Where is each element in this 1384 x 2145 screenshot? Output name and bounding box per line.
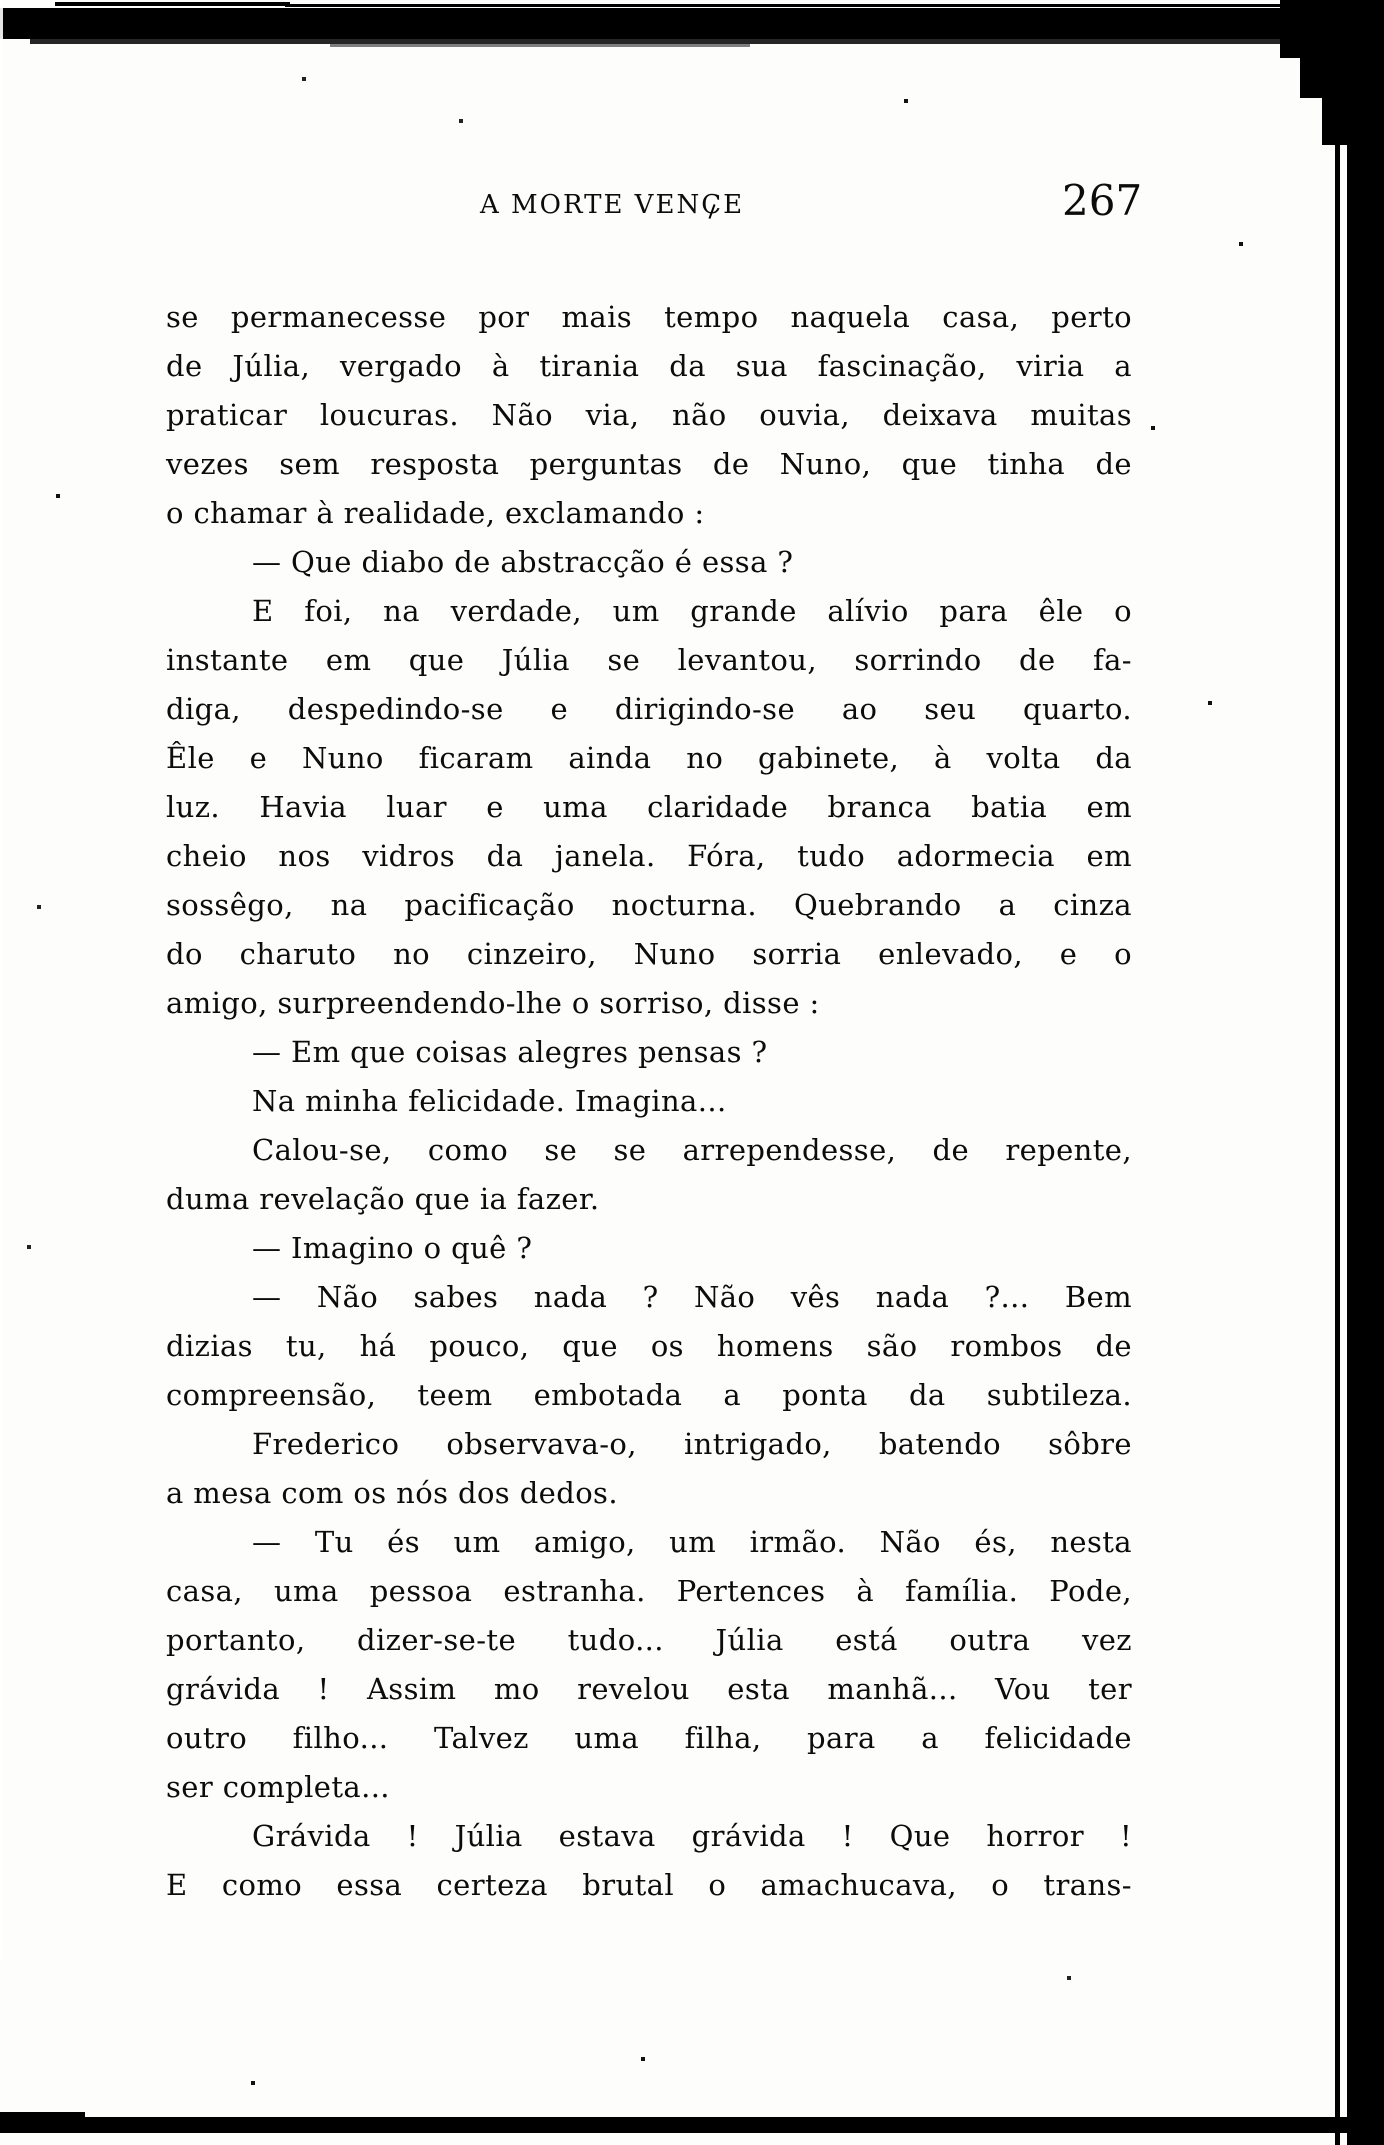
text-line: cheio nos vidros da janela. Fóra, tudo adormecia em — [166, 839, 1132, 873]
scan-noise-speckles — [0, 0, 2, 2]
scan-edge-hairline — [55, 2, 290, 6]
scan-edge-hairline — [285, 4, 1384, 7]
text-line: do charuto no cinzeiro, Nuno sorria enlevado, e o — [166, 937, 1132, 971]
text-line: Frederico observava-o, intrigado, batendo sôbre — [252, 1427, 1132, 1461]
text-line: — Imagino o quê ? — [252, 1231, 533, 1265]
text-line: instante em que Júlia se levantou, sorrindo de fa- — [166, 643, 1132, 677]
text-line: — Não sabes nada ? Não vês nada ?... Bem — [252, 1280, 1132, 1314]
text-line: sossêgo, na pacificação nocturna. Quebrando a cinza — [166, 888, 1132, 922]
text-line: Calou-se, como se se arrependesse, de repente, — [252, 1133, 1132, 1167]
text-line: grávida ! Assim mo revelou esta manhã... Vou ter — [166, 1672, 1132, 1706]
running-title: A MORTE VENCE — [480, 190, 745, 220]
text-line: casa, uma pessoa estranha. Pertences à família. Pode, — [166, 1574, 1132, 1608]
text-line: dizias tu, há pouco, que os homens são rombos de — [166, 1329, 1132, 1363]
text-line: E como essa certeza brutal o amachucava, o trans- — [166, 1868, 1132, 1902]
text-line: — Que diabo de abstracção é essa ? — [252, 545, 794, 579]
text-line: duma revelação que ia fazer. — [166, 1182, 600, 1216]
text-line: de Júlia, vergado à tirania da sua fascinação, viria a — [166, 349, 1132, 383]
text-line: — Tu és um amigo, um irmão. Não és, nesta — [252, 1525, 1132, 1559]
text-line: Na minha felicidade. Imagina... — [252, 1084, 727, 1118]
text-line: luz. Havia luar e uma claridade branca batia em — [166, 790, 1132, 824]
text-line: a mesa com os nós dos dedos. — [166, 1476, 618, 1510]
text-line: — Em que coisas alegres pensas ? — [252, 1035, 768, 1069]
text-line: outro filho... Talvez uma filha, para a felicidade — [166, 1721, 1132, 1755]
text-line: praticar loucuras. Não via, não ouvia, deixava muitas — [166, 398, 1132, 432]
text-line: portanto, dizer-se-te tudo... Júlia está outra vez — [166, 1623, 1132, 1657]
scan-edge-right-band — [1347, 0, 1384, 2145]
text-line: o chamar à realidade, exclamando : — [166, 496, 705, 530]
page-number: 267 — [1062, 176, 1143, 225]
text-line: ser completa... — [166, 1770, 390, 1804]
text-line: vezes sem resposta perguntas de Nuno, que tinha de — [166, 447, 1132, 481]
text-line: E foi, na verdade, um grande alívio para êle o — [252, 594, 1132, 628]
scan-edge-top-band-ragged — [330, 44, 750, 47]
scan-edge-right-rule — [1335, 130, 1340, 2145]
scan-edge-top-band — [0, 8, 1384, 39]
text-line: compreensão, teem embotada a ponta da subtileza. — [166, 1378, 1132, 1412]
text-line: amigo, surpreendendo-lhe o sorriso, disse : — [166, 986, 820, 1020]
text-line: Êle e Nuno ficaram ainda no gabinete, à volta da — [166, 741, 1132, 775]
scan-edge-white-streak — [0, 0, 3, 1960]
text-line: Grávida ! Júlia estava grávida ! Que horror ! — [252, 1819, 1132, 1853]
text-line: diga, despedindo-se e dirigindo-se ao seu quarto. — [166, 692, 1132, 726]
text-line: se permanecesse por mais tempo naquela casa, perto — [166, 300, 1132, 334]
text-block — [166, 293, 1132, 1910]
scan-edge-bottom-band — [0, 2112, 85, 2120]
scan-edge-bottom-band — [0, 2117, 1384, 2133]
